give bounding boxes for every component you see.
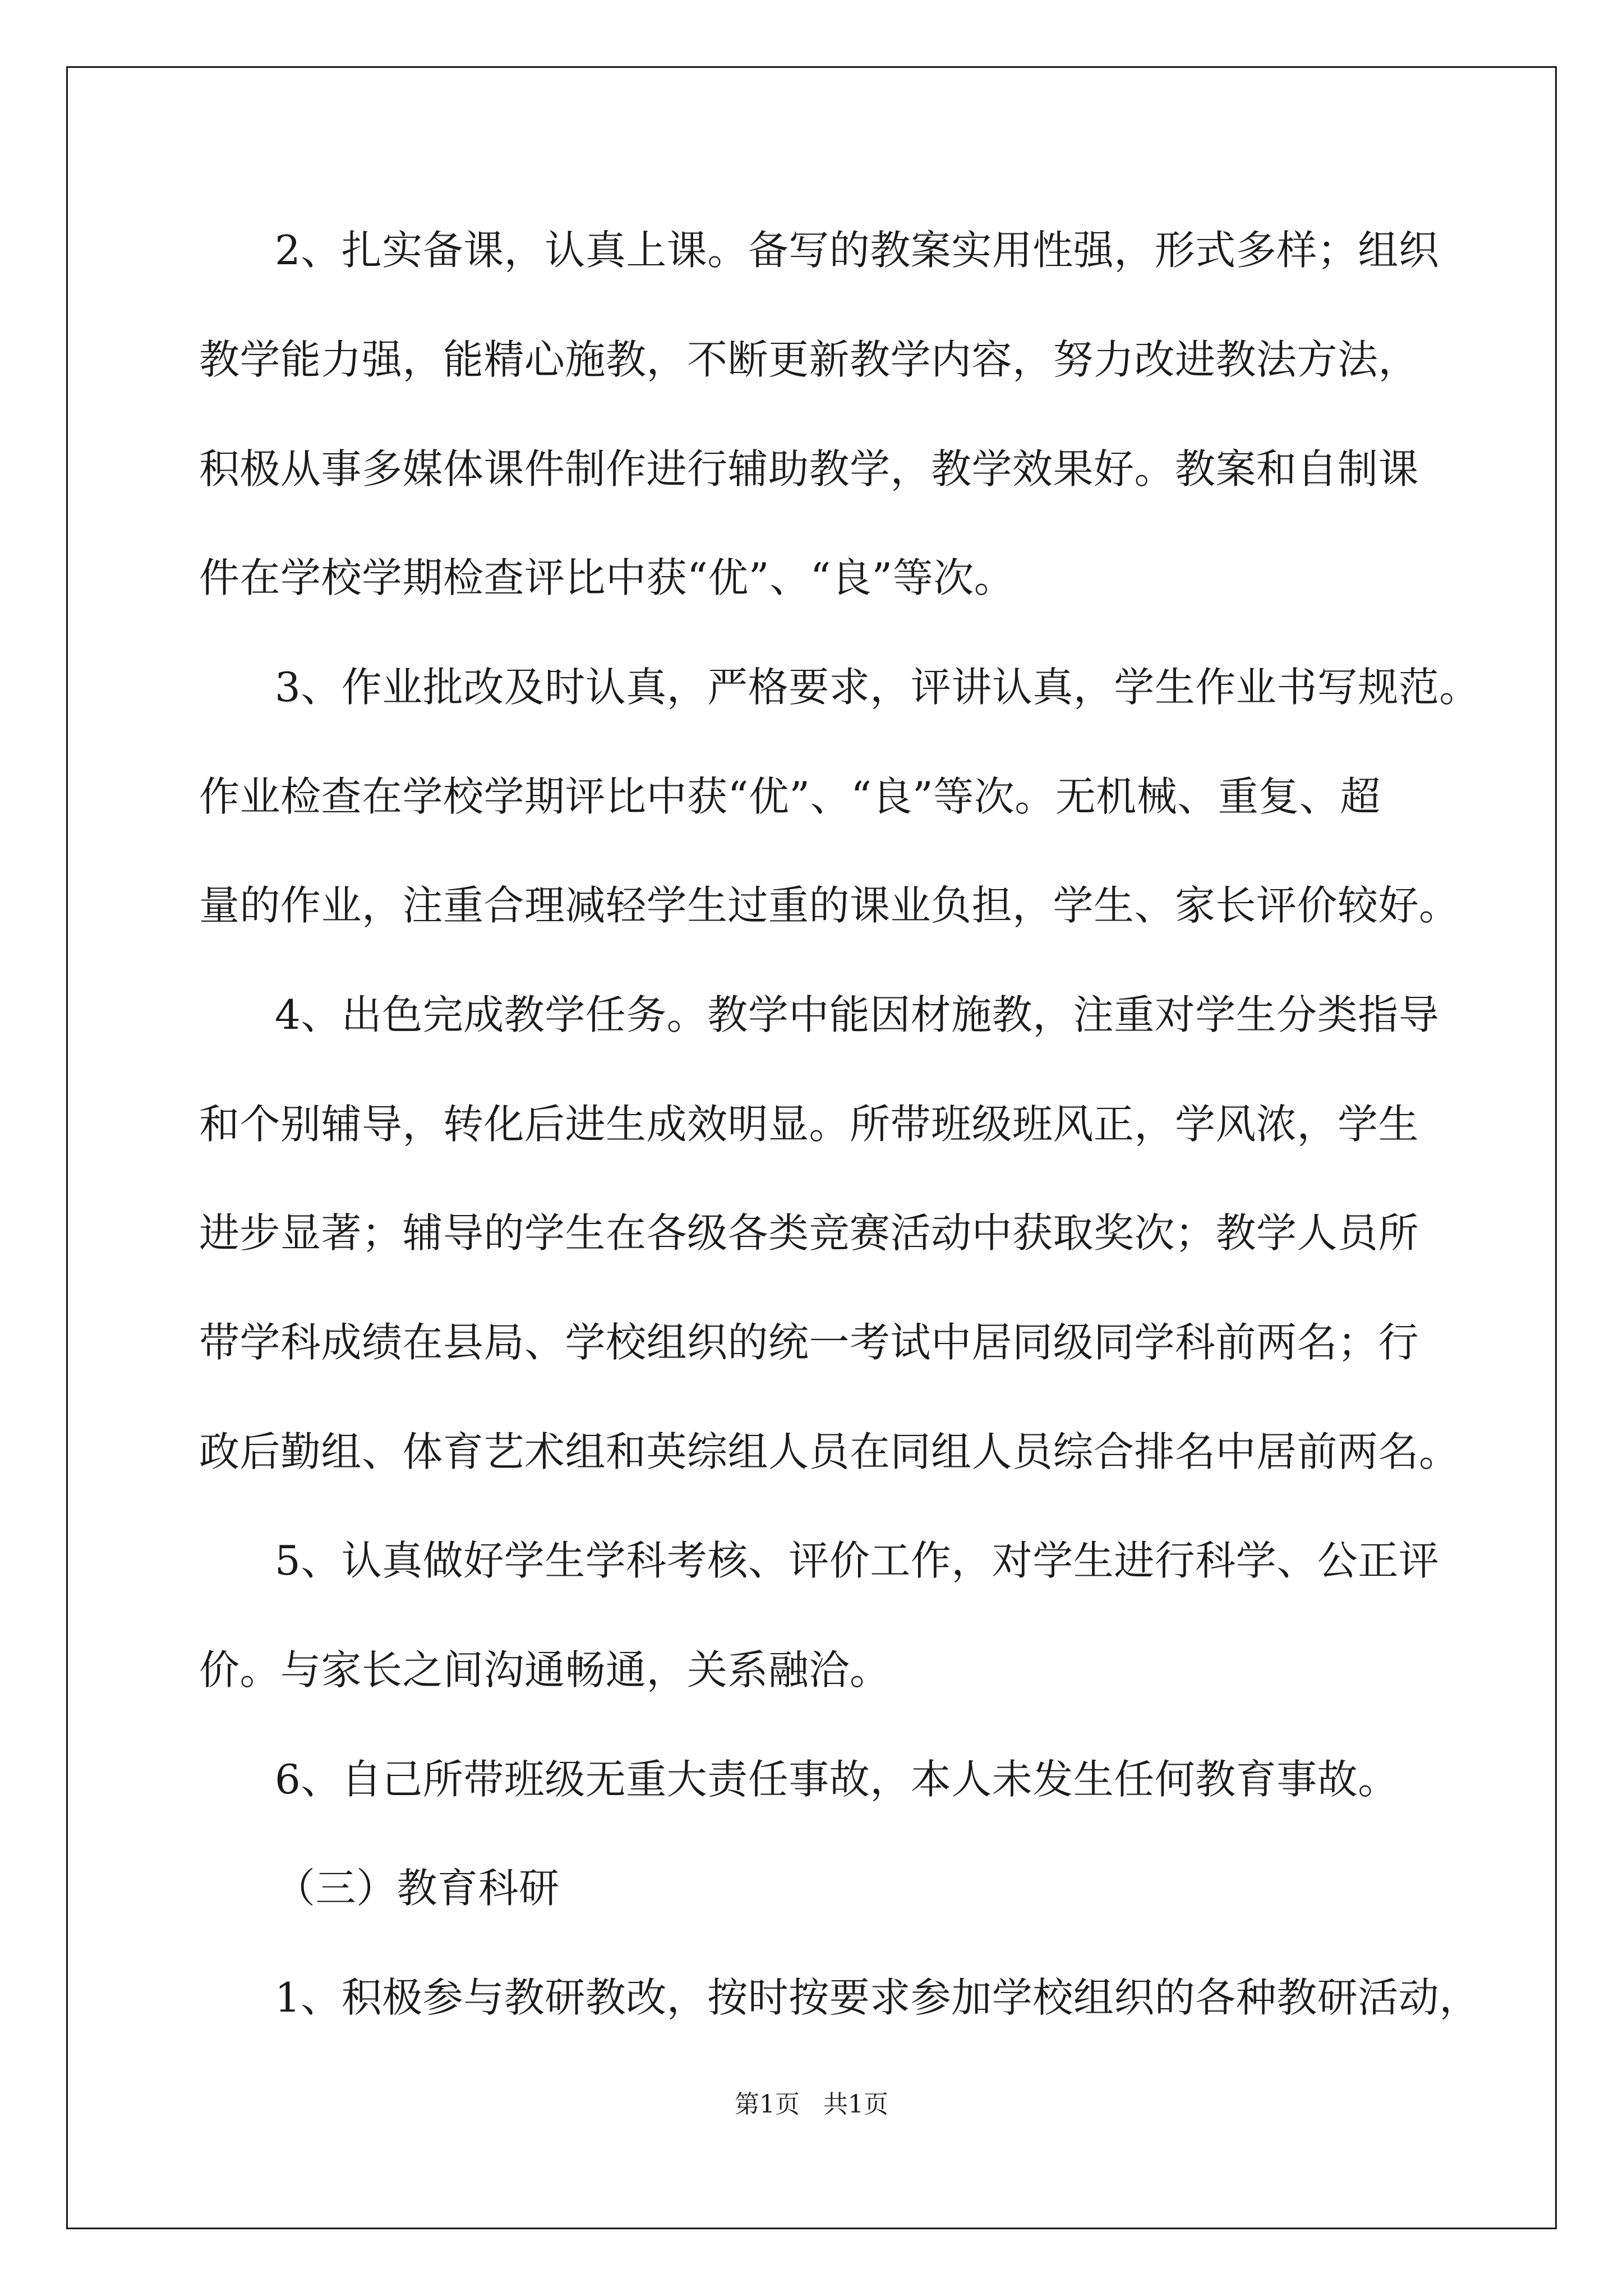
paragraph-line: 5、认真做好学生学科考核、评价工作，对学生进行科学、公正评: [275, 1537, 1440, 1584]
paragraph-line: 和个别辅导，转化后进生成效明显。所带班级班风正，学风浓，学生: [199, 1101, 1419, 1148]
paragraph-line: 政后勤组、体育艺术组和英综组人员在同组人员综合排名中居前两名。: [199, 1428, 1460, 1475]
paragraph-line: 带学科成绩在县局、学校组织的统一考试中居同级同学科前两名；行: [199, 1319, 1419, 1366]
paragraph-line: 3、作业批改及时认真，严格要求，评讲认真，学生作业书写规范。: [275, 664, 1480, 711]
paragraph-line: 2、扎实备课，认真上课。备写的教案实用性强，形式多样；组织: [275, 227, 1440, 274]
paragraph-line: 积极从事多媒体课件制作进行辅助教学，教学效果好。教案和自制课: [199, 445, 1419, 493]
paragraph-line: 教学能力强，能精心施教，不断更新教学内容，努力改进教法方法，: [199, 336, 1419, 383]
page-footer: 第1页 共1页: [735, 2090, 888, 2119]
paragraph-line: 4、出色完成教学任务。教学中能因材施教，注重对学生分类指导: [275, 991, 1440, 1038]
paragraph-line: 作业检查在学校学期评比中获“优”、“良”等次。无机械、重复、超: [199, 773, 1381, 820]
section-heading: （三）教育科研: [275, 1865, 560, 1912]
paragraph-line: 6、自己所带班级无重大责任事故，本人未发生任何教育事故。: [275, 1756, 1399, 1803]
paragraph-line: 量的作业，注重合理减轻学生过重的课业负担，学生、家长评价较好。: [199, 882, 1460, 929]
paragraph-line: 进步显著；辅导的学生在各级各类竞赛活动中获取奖次；教学人员所: [199, 1209, 1419, 1257]
paragraph-line: 件在学校学期检查评比中获“优”、“良”等次。: [199, 554, 1015, 601]
paragraph-line: 价。与家长之间沟通畅通，关系融洽。: [199, 1646, 891, 1694]
paragraph-line: 1、积极参与教研教改，按时按要求参加学校组织的各种教研活动，: [275, 1974, 1480, 2021]
